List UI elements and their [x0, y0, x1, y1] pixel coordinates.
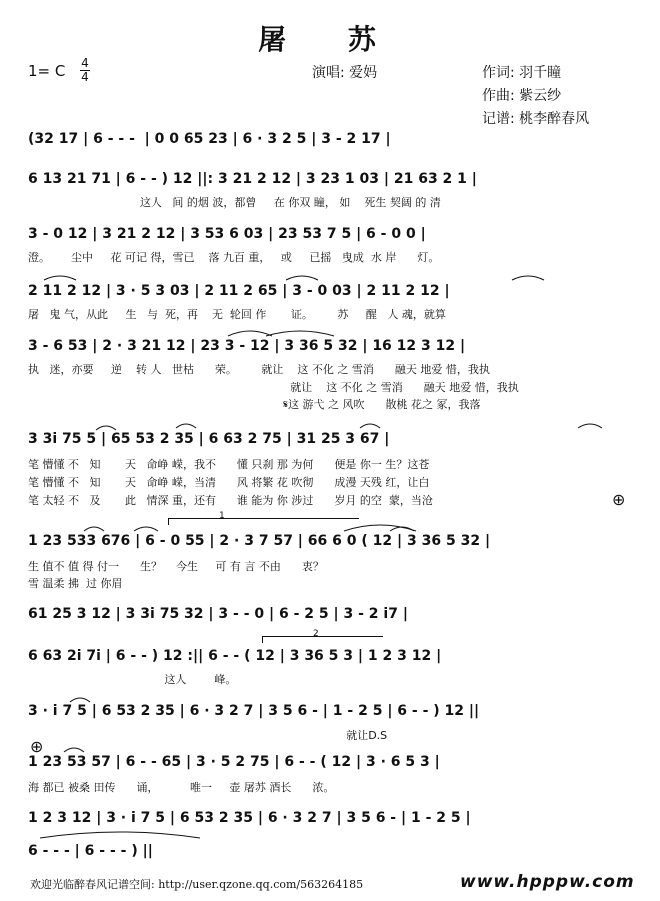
score-system-7: 1 23 533 676 | 6 - 0 55 | 2 · 3 7 57 | 66 6 0 ( 12 | 3 36 5 32 | — [28, 533, 491, 549]
lyrics-system-2: 这人 间 的烟 波，都曾 在 你双 瞳， 如 死生 契阔 的 清 — [28, 196, 441, 209]
score-system-3: 3 - 0 12 | 3 21 2 12 | 3 53 6 03 | 23 53 7 5 | 6 - 0 0 | — [28, 226, 426, 242]
lyrics-system-6-verse-1: 笔 懵懂 不 知 天 命峥 嵘，我不 懂 只刹 那 为何 便是 你一 生？这苍 — [28, 458, 430, 471]
score-system-10: 3 · i 7 5 | 6 53 2 35 | 6 · 3 2 7 | 3 5 6 - | 1 - 2 5 | 6 - - ) 12 || — [28, 703, 480, 719]
score-system-1: (32 17 | 6 - - - | 0 0 65 23 | 6 · 3 2 5 | 3 - 2 17 | — [28, 131, 391, 147]
lyrics-system-6-verse-2: 笔 懵懂 不 知 天 命峥 嵘，当清 风 将繁 花 吹彻 成漫 天残 红，让白 — [28, 476, 430, 489]
lyrics-system-9: 这人 峰。 — [28, 673, 237, 686]
score-system-11: 1 23 53 57 | 6 - - 65 | 3 · 5 2 75 | 6 - - ( 12 | 3 · 6 5 3 | — [28, 754, 440, 770]
credit-singer: 演唱: 爱妈 — [312, 65, 378, 81]
time-signature-top: 4 — [81, 56, 89, 70]
score-system-9: 6 63 2i 7i | 6 - - ) 12 :|| 6 - - ( 12 | 3 36 5 3 | 1 2 3 12 | — [28, 648, 442, 664]
volta-label-2: 2 — [313, 629, 319, 639]
score-system-4: 2 11 2 12 | 3 · 5 3 03 | 2 11 2 65 | 3 - 0 03 | 2 11 2 12 | — [28, 283, 450, 299]
coda-sign-2: ⊕ — [30, 737, 44, 756]
lyrics-system-6-verse-3: 笔 太轻 不 及 此 情深 重，还有 谁 能为 你 涉过 岁月 的空 蒙，当沧 — [28, 494, 433, 507]
credit-composer: 作曲: 紫云纱 — [482, 88, 562, 104]
lyrics-system-3: 澄。 尘中 花 可记 得，雪已 落 九百 重， 或 已摇 曳成 水 岸 灯。 — [28, 251, 440, 264]
lyrics-system-5-verse-3: 𝄋这 游弋 之 风吹 散桃 花之 冢，我落 — [28, 398, 481, 411]
volta-label-1: 1 — [219, 511, 225, 521]
score-system-12: 1 2 3 12 | 3 · i 7 5 | 6 53 2 35 | 6 · 3 2 7 | 3 5 6 - | 1 - 2 5 | — [28, 810, 471, 826]
credit-lyricist: 作词: 羽千瞳 — [482, 65, 562, 81]
score-system-8: 61 25 3 12 | 3 3i 75 32 | 3 - - 0 | 6 - 2 5 | 3 - 2 i7 | — [28, 606, 408, 622]
score-system-6: 3 3i 75 5 | 65 53 2 35 | 6 63 2 75 | 31 25 3 67 | — [28, 431, 390, 447]
lyrics-system-5-verse-1: 执 迷，亦要 逆 转 人 世枯 荣。 就让 这 不化 之 雪消 融天 地爱 惜，我执 — [28, 363, 490, 376]
coda-sign-1: ⊕ — [612, 490, 626, 509]
lyrics-system-7-verse-2: 雪 温柔 拂 过 你眉 — [28, 577, 123, 590]
footer-text: 欢迎光临醉春风记谱空间: http://user.qzone.qq.com/563264185 — [30, 878, 364, 891]
lyrics-system-11: 海 都已 被桑 田传 诵， 唯一 壶 屠苏 酒长 浓。 — [28, 781, 335, 794]
time-signature-bottom: 4 — [81, 70, 89, 84]
score-system-2: 6 13 21 71 | 6 - - ) 12 ||: 3 21 2 12 | 3 23 1 03 | 21 63 2 1 | — [28, 171, 477, 187]
site-watermark: www.hpppw.com — [460, 872, 635, 892]
score-system-13: 6 - - - | 6 - - - ) || — [28, 843, 153, 859]
credit-transcriber: 记谱: 桃李醉春风 — [482, 111, 590, 127]
key-signature: 1= C — [28, 62, 66, 80]
song-title: 屠 苏 — [258, 23, 402, 56]
score-system-5: 3 - 6 53 | 2 · 3 21 12 | 23 3 - 12 | 3 36 5 32 | 16 12 3 12 | — [28, 338, 466, 354]
lyrics-system-4: 屠 鬼 气，从此 生 与 死，再 无 轮回 作 证。 苏 醒 人 魂，就算 — [28, 308, 446, 321]
lyrics-system-5-verse-2: 就让 这 不化 之 雪消 融天 地爱 惜，我执 — [28, 381, 519, 394]
lyrics-system-7-verse-1: 生 值不 值 得 付一 生？ 今生 可 有 言 不由 衷？ — [28, 560, 324, 573]
lyrics-system-10: 就让D.S — [28, 729, 388, 742]
